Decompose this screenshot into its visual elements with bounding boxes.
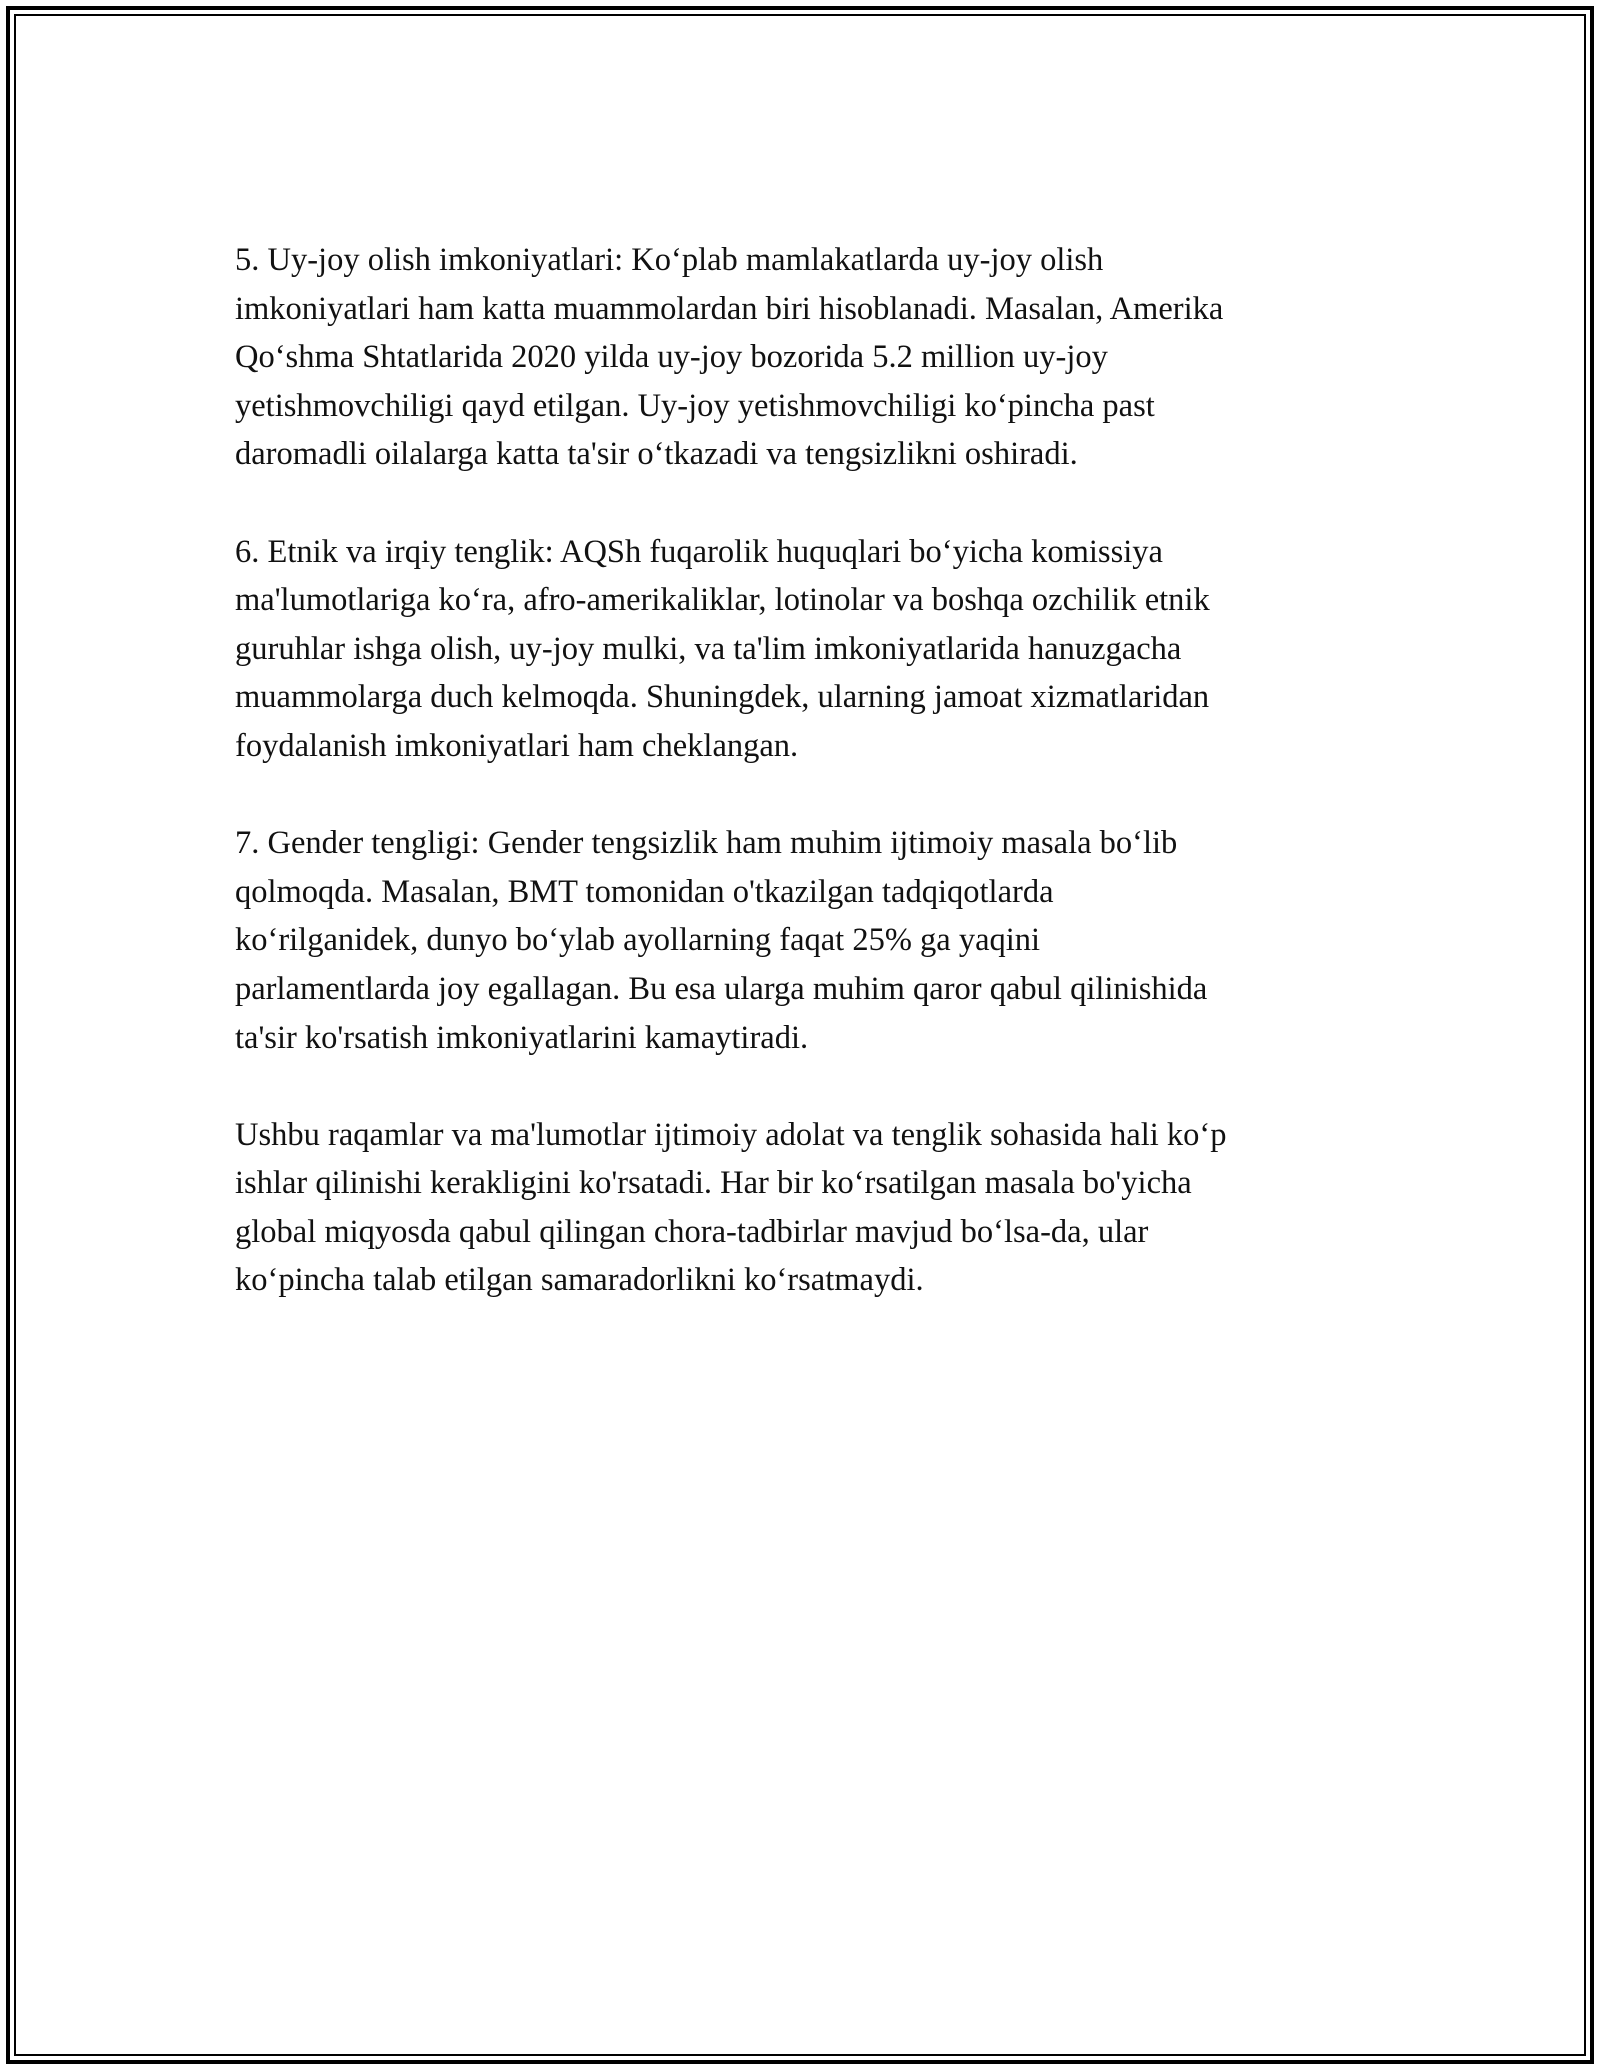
- paragraph-ethnic-equality: 6. Etnik va irqiy tenglik: AQSh fuqarolik huquqlari bo‘yicha komissiya ma'lumotlariga ko‘ra, afro-amerikaliklar, lotinolar va boshqa ozchilik etnik guruhlar ishga olish, uy-joy mulki, va ta'lim imkoniyatlarida hanuzgacha muammolarga duch kelmoqda. Shuningdek, ularning jamoat xizmatlaridan foydalanish imkoniyatlari ham cheklangan.: [235, 533, 1210, 764]
- paragraph-conclusion: Ushbu raqamlar va ma'lumotlar ijtimoiy adolat va tenglik sohasida hali ko‘p ishlar qilinishi kerakligini ko'rsatadi. Har bir ko‘rsatilgan masala bo'yicha global miqyosda qabul qilingan chora-tadbirlar mavjud bo‘lsa-da, ular ko‘pincha talab etilgan samaradorlikni ko‘rsatmaydi.: [235, 1116, 1227, 1299]
- document-body: [235, 236, 1395, 1354]
- paragraph-housing: 5. Uy-joy olish imkoniyatlari: Ko‘plab mamlakatlarda uy-joy olish imkoniyatlari ham katta muammolardan biri hisoblanadi. Masalan, Amerika Qo‘shma Shtatlarida 2020 yilda uy-joy bozorida 5.2 million uy-joy yetishmovchiligi qayd etilgan. Uy-joy yetishmovchiligi ko‘pincha past daromadli oilalarga katta ta'sir o‘tkazadi va tengsizlikni oshiradi.: [235, 242, 1224, 473]
- paragraph-gender-equality: 7. Gender tengligi: Gender tengsizlik ham muhim ijtimoiy masala bo‘lib qolmoqda. Masalan, BMT tomonidan o'tkazilgan tadqiqotlarda ko‘rilganidek, dunyo bo‘ylab ayollarning faqat 25% ga yaqini parlamentlarda joy egallagan. Bu esa ularga muhim qaror qabul qilinishida ta'sir ko'rsatish imkoniyatlarini kamaytiradi.: [235, 825, 1208, 1056]
